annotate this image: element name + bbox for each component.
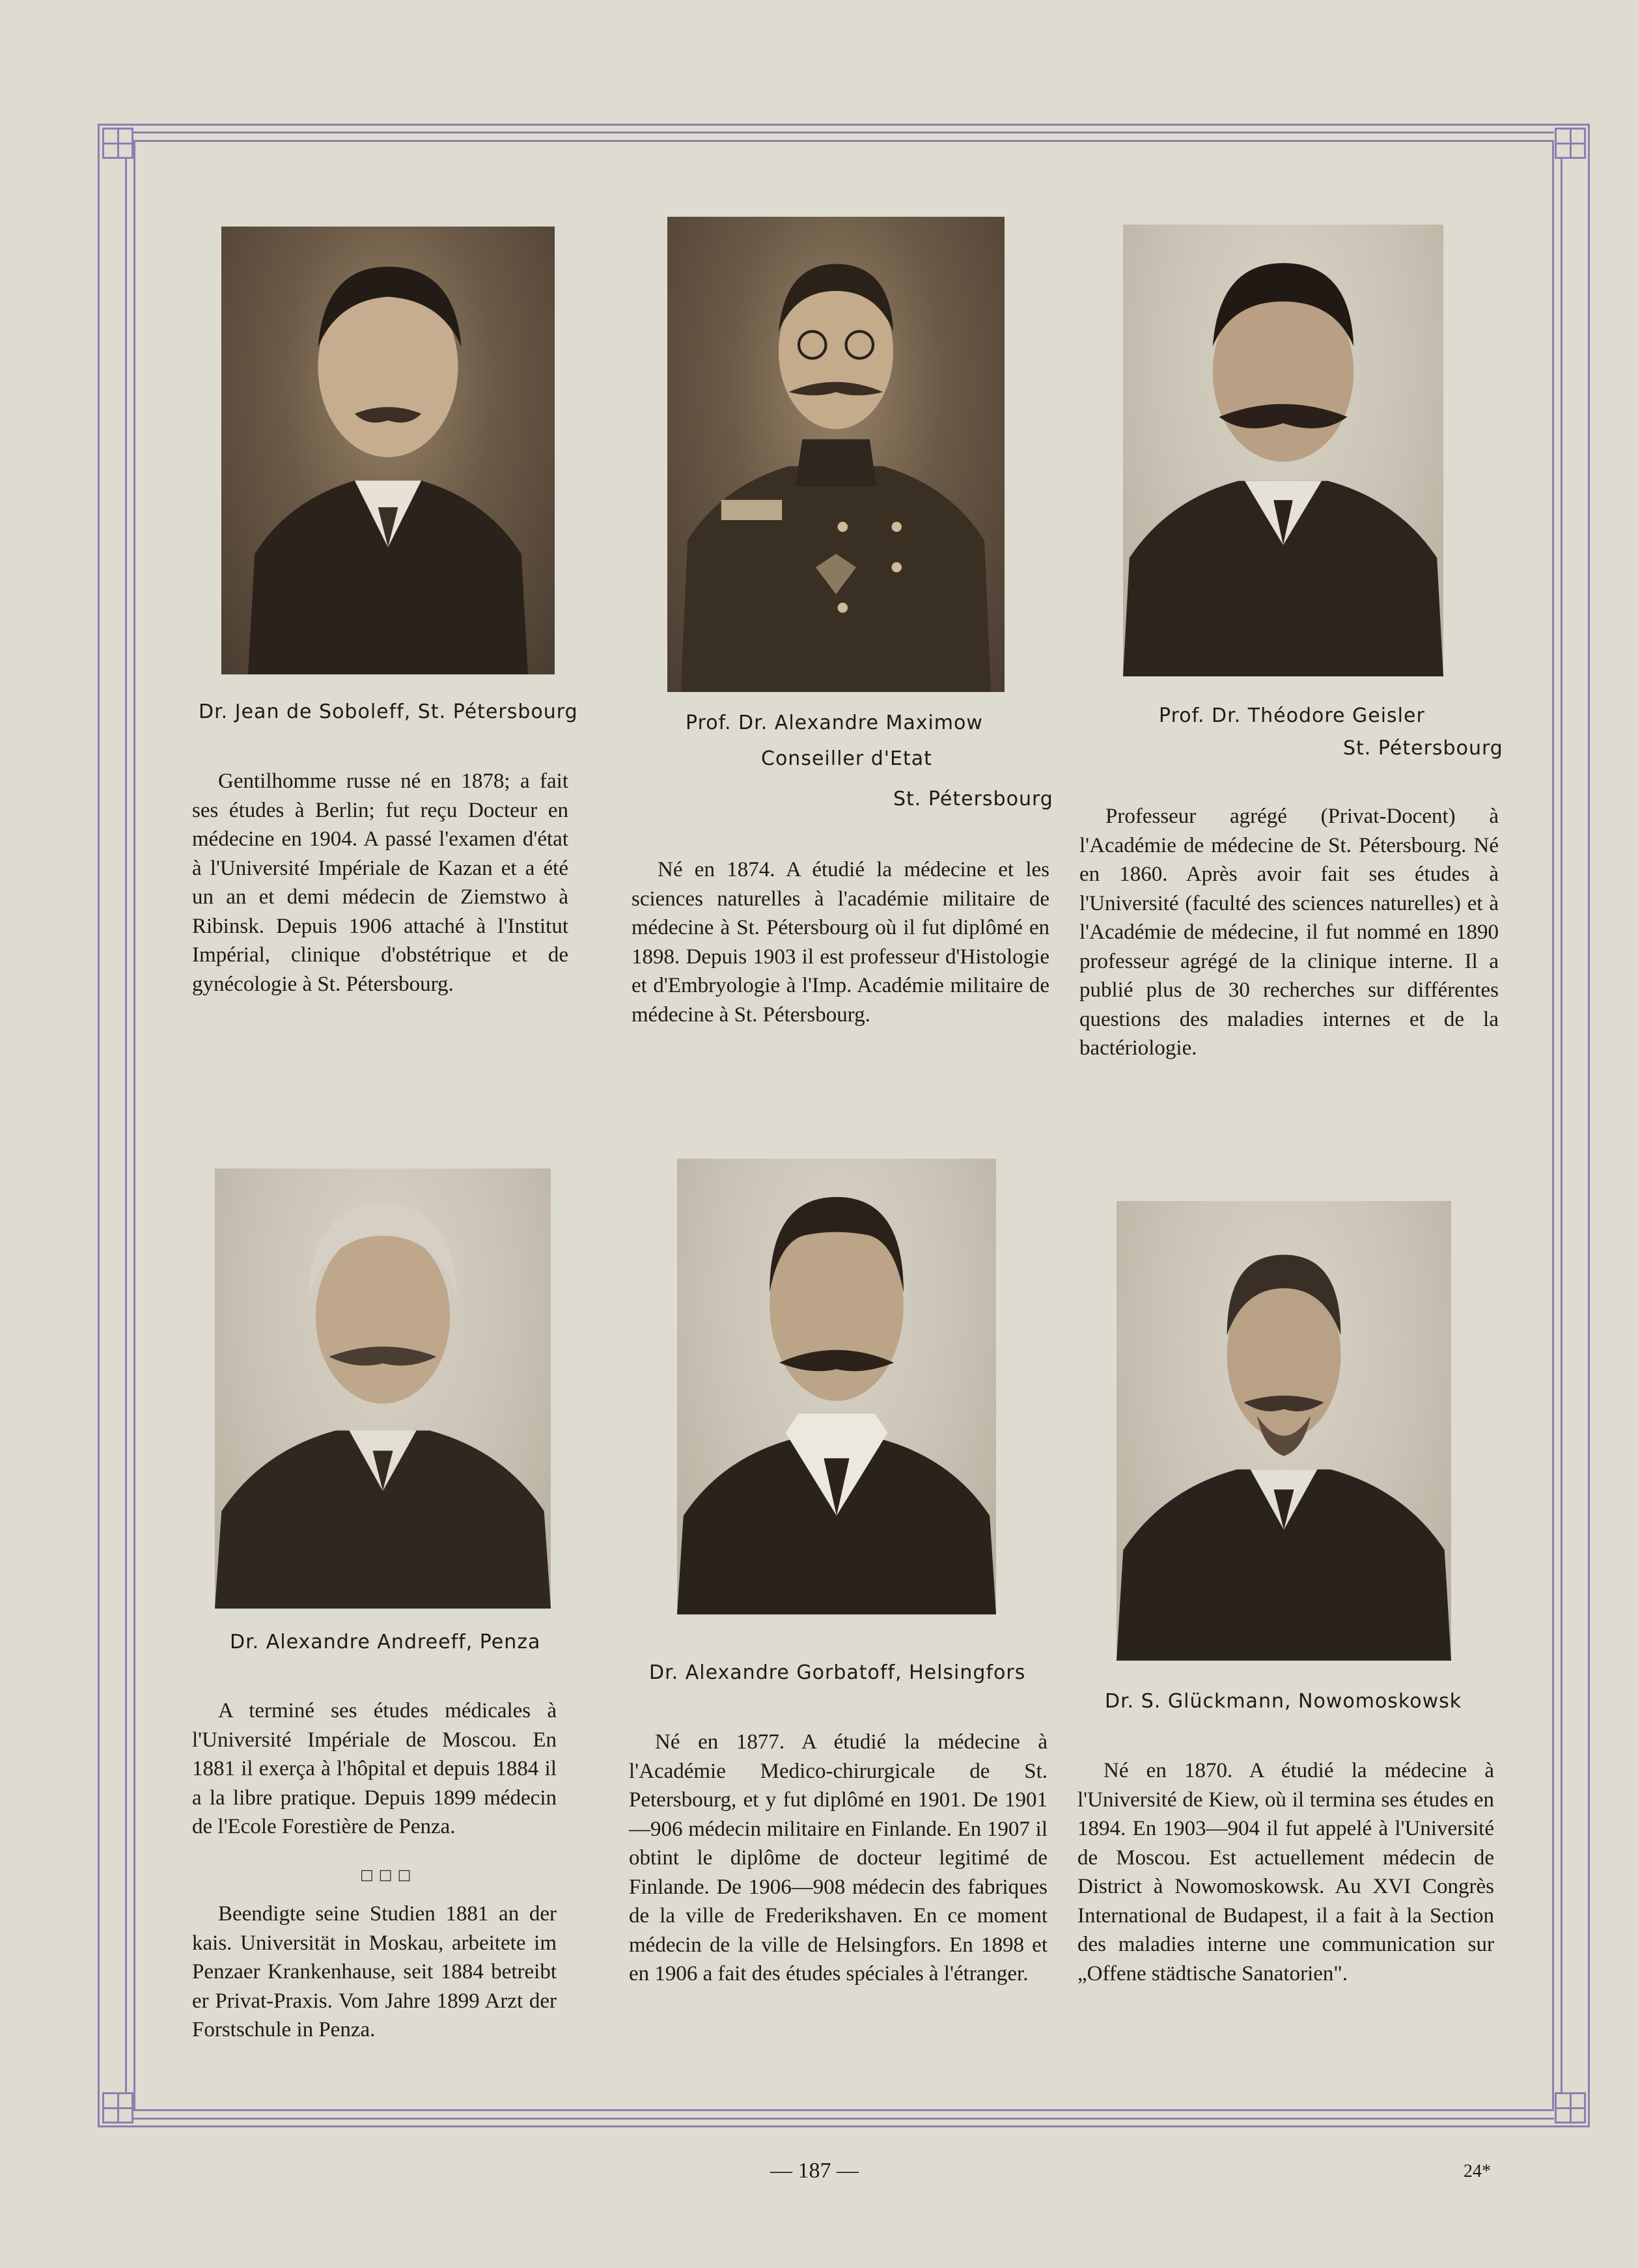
portrait-photo (221, 227, 555, 674)
frame-corner-ornament (102, 128, 133, 159)
biography-paragraph: Gentilhomme russe né en 1878; a fait ses études à Berlin; fut reçu Docteur en médecine en 1904. A passé l'examen d'état à l'Université Impériale de Kazan et a été un an et demi médecin de Ziemstwo à Ribinsk. Depuis 1906 attaché à l'Institut Impérial, clinique d'obstétrique et de gynécologie à St. Pétersbourg. (192, 769, 568, 996)
biography-text (1077, 1756, 1494, 1988)
portrait-caption: Dr. Alexandre Gorbatoff, Helsingfors (649, 1661, 1026, 1684)
portrait-figure (1117, 1201, 1451, 1661)
frame-corner-ornament (1555, 2092, 1586, 2123)
frame-rule-left (125, 140, 127, 2111)
portrait-caption: Prof. Dr. Théodore Geisler (1159, 704, 1425, 727)
portrait-figure (221, 227, 555, 674)
portrait-photo (1123, 225, 1443, 676)
biography-paragraph: A terminé ses études médicales à l'Université Impériale de Moscou. En 1881 il exerça à l'hôpital et depuis 1884 il a la libre pratique. Depuis 1899 médecin de l'Ecole Forestière de Penza. (192, 1699, 557, 1838)
printer-signature: 24* (1464, 2161, 1491, 2181)
frame-corner-ornament (102, 2092, 133, 2123)
portrait-photo (1117, 1201, 1451, 1661)
biography-paragraph: Né en 1874. A étudié la médecine et les sciences naturelles à l'académie militaire de médecine à St. Pétersbourg où il fut diplômé en 1898. Depuis 1903 il est professeur d'Histologie et d'Embryologie à l'Imp. Académie militaire de médecine à St. Pétersbourg. (632, 858, 1049, 1027)
biography-paragraph: Né en 1877. A étudié la médecine à l'Académie Medico-chirurgicale de St. Petersbourg, et y fut diplômé en 1901. De 1901—906 médecin militaire en Finlande. En 1907 il obtint le diplôme de docteur legitimé de Finlande. De 1906—908 médecin des fabriques de la ville de Frederikshaven. En ce moment médecin de la ville de Helsingfors. En 1898 et en 1906 a fait des études spéciales à l'étranger. (629, 1730, 1048, 1985)
frame-rule-right (1561, 140, 1562, 2111)
biography-text (629, 1728, 1048, 1989)
portrait-caption: Conseiller d'Etat (761, 747, 932, 770)
portrait-photo (667, 217, 1005, 692)
biography-text (192, 767, 568, 999)
portrait-caption: St. Pétersbourg (1343, 737, 1503, 760)
frame-rule-top (133, 131, 1554, 133)
frame-rule-bottom (133, 2118, 1554, 2120)
biography-text (1079, 802, 1499, 1063)
portrait-caption: St. Pétersbourg (893, 788, 1053, 810)
portrait-figure (215, 1169, 551, 1609)
section-divider-ornament: □□□ (360, 1867, 417, 1883)
portrait-caption: Dr. Alexandre Andreeff, Penza (230, 1631, 541, 1653)
portrait-caption: Dr. Jean de Soboleff, St. Pétersbourg (199, 700, 578, 723)
biography-paragraph: Beendigte seine Studien 1881 an der kais. Universität in Moskau, arbeitete im Penzaer Krankenhause, seit 1884 betreibt er Privat-Praxis. Vom Jahre 1899 Arzt der Forstschule in Penza. (192, 1902, 557, 2041)
portrait-figure (667, 217, 1005, 692)
biography-text (632, 855, 1049, 1029)
portrait-caption: Prof. Dr. Alexandre Maximow (686, 712, 983, 734)
page-number: — 187 — (770, 2159, 859, 2183)
portrait-figure (677, 1159, 996, 1614)
frame-corner-ornament (1555, 128, 1586, 159)
portrait-figure (1123, 225, 1443, 676)
portrait-photo (677, 1159, 996, 1614)
biography-text-german (192, 1900, 557, 2045)
portrait-photo (215, 1169, 551, 1609)
biography-text (192, 1696, 557, 1842)
portrait-caption: Dr. S. Glückmann, Nowomoskowsk (1105, 1690, 1462, 1713)
biography-paragraph: Professeur agrégé (Privat-Docent) à l'Académie de médecine de St. Pétersbourg. Né en 1860. Après avoir fait ses études à l'Université (faculté des sciences naturelles) et à l'Académie de médecine, il fut nommé en 1890 professeur agrégé de la clinique interne. Il a publié plus de 30 recherches sur différentes questions des maladies internes et de la bactériologie. (1079, 805, 1499, 1060)
biography-paragraph: Né en 1870. A étudié la médecine à l'Université de Kiew, où il termina ses études en 1894. En 1903—904 il fut appelé à l'Université de Moscou. Est actuellement médecin de District à Nowomoskowsk. Au XVI Congrès International de Budapest, il a fait à la Section des maladies interne une communication sur „Offene städtische Sanatorien". (1077, 1759, 1494, 1985)
